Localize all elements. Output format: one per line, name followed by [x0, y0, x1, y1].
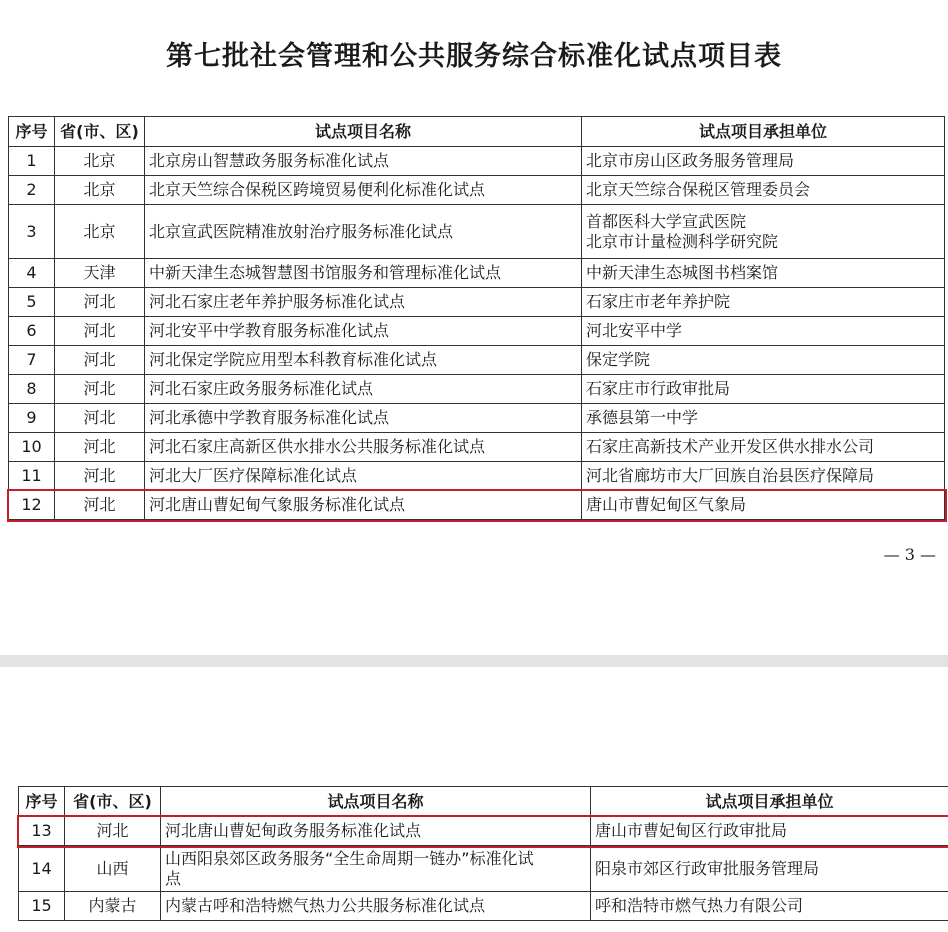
cell-no — [19, 892, 65, 921]
cell-project-name — [145, 375, 582, 404]
cell-project-name — [145, 147, 582, 176]
cell-no-text: 9 — [26, 408, 37, 427]
cell-province-text: 河北 — [83, 466, 116, 485]
cell-province-text: 北京 — [83, 151, 116, 170]
header-unit: 试点项目承担单位 — [591, 787, 948, 817]
table-row — [9, 176, 945, 205]
cell-no — [9, 176, 55, 205]
cell-unit — [582, 147, 945, 176]
cell-province-text: 河北 — [83, 495, 116, 514]
cell-no-text: 11 — [21, 466, 42, 485]
cell-province — [55, 176, 145, 205]
page-separator — [0, 655, 948, 667]
cell-province-text: 北京 — [83, 180, 116, 199]
cell-unit — [591, 846, 948, 892]
cell-no-text: 13 — [31, 821, 52, 840]
cell-project-name — [145, 317, 582, 346]
cell-unit — [591, 892, 948, 921]
cell-project-name — [145, 404, 582, 433]
cell-project-name — [161, 892, 591, 921]
table-row — [9, 259, 945, 288]
cell-no-text: 3 — [26, 221, 37, 241]
cell-project-name-text: 内蒙古呼和浩特燃气热力公共服务标准化试点 — [165, 896, 486, 915]
cell-project-name — [145, 288, 582, 317]
header-project-name: 试点项目名称 — [145, 117, 582, 147]
cell-province-text: 天津 — [83, 263, 116, 282]
document-title: 第七批社会管理和公共服务综合标准化试点项目表 — [166, 41, 782, 72]
cell-province — [55, 433, 145, 462]
header-province: 省(市、区) — [55, 117, 145, 147]
cell-no-text: 5 — [26, 292, 37, 311]
cell-unit — [582, 288, 945, 317]
cell-no — [9, 288, 55, 317]
cell-unit — [582, 205, 945, 259]
cell-project-name-text: 河北唐山曹妃甸气象服务标准化试点 — [149, 495, 406, 514]
cell-unit — [582, 259, 945, 288]
cell-no-text: 12 — [21, 495, 42, 514]
cell-unit — [582, 404, 945, 433]
table-row — [9, 404, 945, 433]
cell-project-name — [161, 846, 591, 892]
header-no: 序号 — [19, 787, 65, 817]
cell-no-text: 10 — [21, 437, 42, 456]
cell-unit — [582, 375, 945, 404]
cell-province-text: 内蒙古 — [88, 896, 137, 915]
cell-unit-text: 河北安平中学 — [586, 321, 683, 340]
table-header-row — [19, 787, 948, 817]
highlight-box-row-13 — [17, 815, 948, 848]
table-row — [9, 288, 945, 317]
cell-province-text: 北京 — [83, 221, 116, 241]
page-number: — 3 — — [883, 545, 936, 564]
cell-province — [55, 288, 145, 317]
cell-no — [9, 147, 55, 176]
cell-province — [55, 147, 145, 176]
cell-unit-text: 河北省廊坊市大厂回族自治县医疗保障局 — [586, 466, 875, 485]
cell-unit-text: 北京市房山区政务服务管理局 — [586, 151, 795, 170]
cell-unit-text: 中新天津生态城图书档案馆 — [586, 263, 779, 282]
cell-unit-text: 保定学院 — [586, 350, 651, 369]
cell-no-text: 4 — [26, 263, 37, 282]
cell-no-text: 15 — [31, 896, 52, 915]
table-row — [9, 346, 945, 375]
cell-province — [55, 205, 145, 259]
highlight-box-row-12 — [7, 489, 947, 522]
cell-project-name-text: 河北唐山曹妃甸政务服务标准化试点 — [165, 821, 422, 840]
cell-no-text: 6 — [26, 321, 37, 340]
cell-unit-text: 唐山市曹妃甸区行政审批局 — [595, 821, 788, 840]
cell-no-text: 7 — [26, 350, 37, 369]
cell-no — [9, 346, 55, 375]
cell-project-name-text: 北京房山智慧政务服务标准化试点 — [149, 151, 390, 170]
cell-project-name-text: 河北石家庄高新区供水排水公共服务标准化试点 — [149, 437, 486, 456]
cell-project-name — [145, 259, 582, 288]
cell-province — [55, 317, 145, 346]
header-province: 省(市、区) — [65, 787, 161, 817]
cell-unit-text: 首都医科大学宣武医院 — [586, 211, 747, 231]
cell-province-text: 河北 — [83, 408, 116, 427]
cell-unit-text-line2: 北京市计量检测科学研究院 — [586, 231, 779, 251]
cell-no-text: 1 — [26, 151, 37, 170]
cell-unit — [582, 176, 945, 205]
cell-no — [9, 205, 55, 259]
cell-unit-text: 石家庄市老年养护院 — [586, 292, 731, 311]
cell-province-text: 河北 — [83, 379, 116, 398]
table-row — [19, 892, 948, 921]
cell-province-text: 河北 — [96, 821, 129, 840]
cell-province — [65, 846, 161, 892]
cell-province-text: 河北 — [83, 350, 116, 369]
cell-unit-text: 阳泉市郊区行政审批服务管理局 — [595, 858, 820, 878]
cell-no-text: 2 — [26, 180, 37, 199]
cell-province — [55, 375, 145, 404]
cell-project-name — [145, 346, 582, 375]
cell-no — [9, 462, 55, 491]
cell-project-name-text-line2: 点 — [165, 868, 182, 888]
table-row — [9, 433, 945, 462]
cell-project-name-text: 山西阳泉郊区政务服务“全生命周期一链办”标准化试 — [165, 848, 534, 868]
header-unit: 试点项目承担单位 — [582, 117, 945, 147]
cell-project-name-text: 河北大厂医疗保障标准化试点 — [149, 466, 358, 485]
cell-project-name-text: 河北承德中学教育服务标准化试点 — [149, 408, 390, 427]
cell-unit-text: 北京天竺综合保税区管理委员会 — [586, 180, 811, 199]
cell-unit — [582, 346, 945, 375]
cell-project-name-text: 河北石家庄老年养护服务标准化试点 — [149, 292, 406, 311]
cell-province — [55, 346, 145, 375]
cell-project-name-text: 中新天津生态城智慧图书馆服务和管理标准化试点 — [149, 263, 502, 282]
table-row — [9, 462, 945, 491]
cell-unit-text: 承德县第一中学 — [586, 408, 699, 427]
table-row — [9, 375, 945, 404]
cell-no — [19, 846, 65, 892]
table-row — [9, 205, 945, 259]
cell-project-name — [145, 462, 582, 491]
cell-unit — [582, 462, 945, 491]
table-header-row — [9, 117, 945, 147]
cell-no — [9, 317, 55, 346]
table-row — [19, 846, 948, 892]
cell-province — [55, 259, 145, 288]
cell-project-name — [145, 205, 582, 259]
cell-unit — [582, 317, 945, 346]
cell-province — [55, 462, 145, 491]
header-no: 序号 — [9, 117, 55, 147]
cell-province-text: 河北 — [83, 437, 116, 456]
cell-no — [9, 259, 55, 288]
cell-province — [55, 404, 145, 433]
cell-project-name-text: 河北石家庄政务服务标准化试点 — [149, 379, 374, 398]
cell-no — [9, 433, 55, 462]
cell-project-name — [145, 176, 582, 205]
pilot-table-page-2 — [18, 786, 948, 921]
cell-project-name — [145, 433, 582, 462]
cell-project-name-text: 北京天竺综合保税区跨境贸易便利化标准化试点 — [149, 180, 486, 199]
cell-project-name-text: 北京宣武医院精准放射治疗服务标准化试点 — [149, 221, 454, 241]
cell-unit — [582, 433, 945, 462]
pilot-table-page-1 — [8, 116, 945, 520]
cell-unit-text: 呼和浩特市燃气热力有限公司 — [595, 896, 804, 915]
cell-no-text: 8 — [26, 379, 37, 398]
table-row — [9, 317, 945, 346]
table-row — [9, 147, 945, 176]
cell-no-text: 14 — [31, 858, 52, 878]
cell-province — [65, 892, 161, 921]
cell-province-text: 河北 — [83, 321, 116, 340]
cell-unit-text: 石家庄市行政审批局 — [586, 379, 731, 398]
header-project-name: 试点项目名称 — [161, 787, 591, 817]
cell-no — [9, 375, 55, 404]
cell-no — [9, 404, 55, 433]
cell-project-name-text: 河北保定学院应用型本科教育标准化试点 — [149, 350, 438, 369]
cell-province-text: 河北 — [83, 292, 116, 311]
cell-unit-text: 唐山市曹妃甸区气象局 — [586, 495, 747, 514]
cell-project-name-text: 河北安平中学教育服务标准化试点 — [149, 321, 390, 340]
cell-province-text: 山西 — [96, 858, 129, 878]
cell-unit-text: 石家庄高新技术产业开发区供水排水公司 — [586, 437, 875, 456]
